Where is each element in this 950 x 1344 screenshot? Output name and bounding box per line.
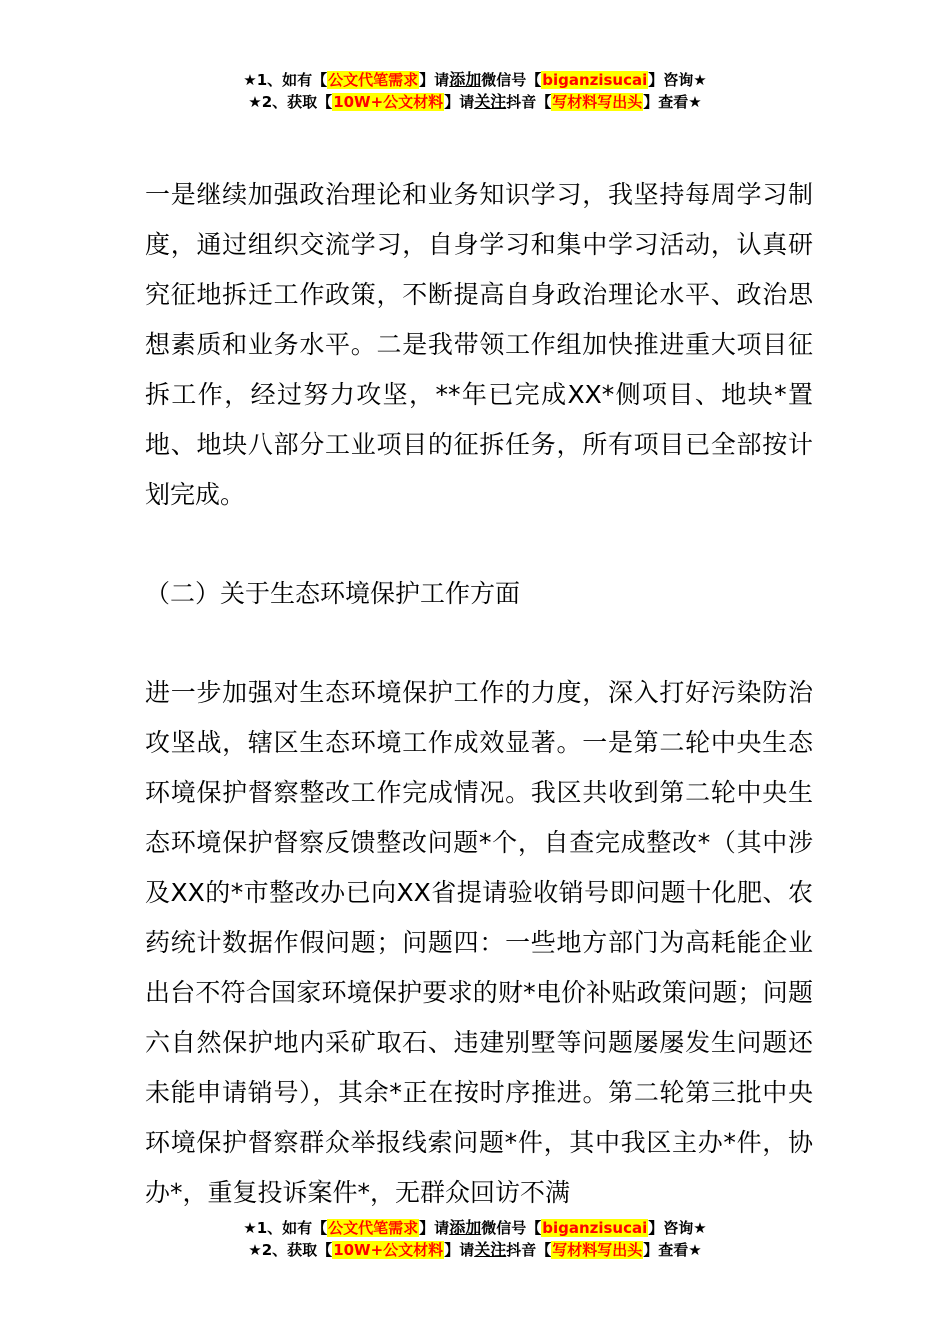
footer-banner	[0, 1217, 950, 1261]
banner-emphasis: 添加	[449, 1218, 482, 1237]
heading-text: （二）关于生态环境保护工作方面	[145, 579, 521, 608]
banner-text: 微信号【	[481, 71, 542, 89]
banner-highlight: 10W+公文材料	[333, 1241, 444, 1259]
banner-text: ★1、如有【	[243, 1219, 328, 1237]
banner-text: 】请	[419, 1219, 450, 1237]
paragraph-text: 一是继续加强政治理论和业务知识学习，我坚持每周学习制度，通过组织交流学习，自身学习和集中学习活动，认真研究征地拆迁工作政策，不断提高自身政治理论水平、政治思想素质和业务水平。二是我带领工作组加快推进重大项目征拆工作，经过努力攻坚，**年已完成XX*侧项目、地块*置地、地块八部分工业项目的征拆任务，所有项目已全部按计划完成。	[145, 180, 813, 509]
paragraph-text: 进一步加强对生态环境保护工作的力度，深入打好污染防治攻坚战，辖区生态环境工作成效显著。一是第二轮中央生态环境保护督察整改工作完成情况。我区共收到第二轮中央生态环境保护督察反馈整改问题*个，自查完成整改*（其中涉及XX的*市整改办已向XX省提请验收销号即问题十化肥、农药统计数据作假问题；问题四：一些地方部门为高耗能企业出台不符合国家环境保护要求的财*电价补贴政策问题；问题六自然保护地内采矿取石、违建别墅等问题屡屡发生问题还未能申请销号），其余*正在按时序推进。第二轮第三批中央环境保护督察群众举报线索问题*件，其中我区主办*件，协办*，重复投诉案件*，无群众回访不满	[145, 678, 813, 1207]
banner-text: 】咨询★	[648, 1219, 707, 1237]
banner-text: 】咨询★	[648, 71, 707, 89]
banner-line-1	[0, 1217, 950, 1239]
banner-text: 】查看★	[643, 93, 702, 111]
banner-highlight: 公文代笔需求	[328, 71, 419, 89]
banner-emphasis: 添加	[449, 70, 482, 89]
banner-text: 】查看★	[643, 1241, 702, 1259]
banner-line-1	[0, 69, 950, 91]
banner-highlight: biganzisucai	[542, 71, 648, 89]
banner-highlight: 写材料写出头	[552, 93, 643, 111]
banner-text: ★2、获取【	[248, 93, 333, 111]
banner-text: 微信号【	[481, 1219, 542, 1237]
banner-emphasis: 关注	[474, 1240, 507, 1259]
banner-text: 】请	[419, 71, 450, 89]
banner-text: ★2、获取【	[248, 1241, 333, 1259]
banner-line-2	[0, 1239, 950, 1261]
banner-text: 】请	[444, 1241, 475, 1259]
banner-text: 抖音【	[506, 1241, 552, 1259]
banner-text: 抖音【	[506, 93, 552, 111]
banner-highlight: 写材料写出头	[552, 1241, 643, 1259]
banner-text: 】请	[444, 93, 475, 111]
banner-highlight: 公文代笔需求	[328, 1219, 419, 1237]
header-banner	[0, 69, 950, 113]
section-heading	[145, 569, 813, 619]
banner-highlight: biganzisucai	[542, 1219, 648, 1237]
banner-highlight: 10W+公文材料	[333, 93, 444, 111]
banner-emphasis: 关注	[474, 92, 507, 111]
body-paragraph-1	[145, 170, 813, 520]
body-paragraph-2	[145, 668, 813, 1218]
banner-line-2	[0, 91, 950, 113]
banner-text: ★1、如有【	[243, 71, 328, 89]
